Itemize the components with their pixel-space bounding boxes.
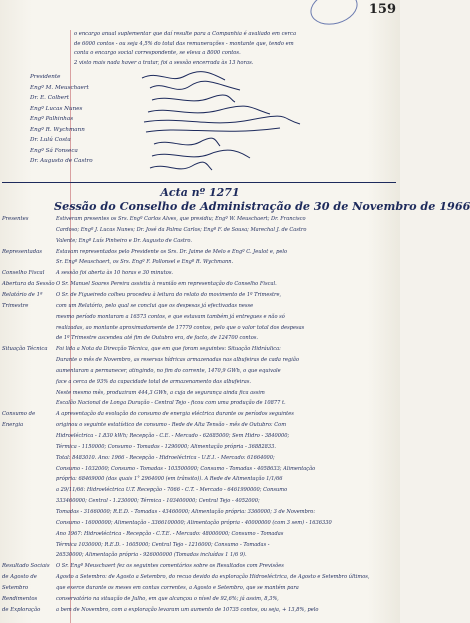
minutes-text: com um Relatório, pelo qual se conclui que os despesas já efectivadas nesse <box>56 302 254 309</box>
minutes-text: Cardoso; Engº J. Lucas Nunes; Dr. José da Palma Carlos; Engº F. de Sousa; Marechal J. de Castro <box>56 226 307 233</box>
minutes-line <box>0 520 400 531</box>
margin-label: Conselho Fiscal <box>2 270 45 277</box>
margin-label: Rendimentos <box>2 595 38 602</box>
minutes-line <box>0 335 400 346</box>
session-title: Sessão do Conselho de Administração de 30 de Novembro de 1966 <box>54 199 470 213</box>
minutes-line <box>0 509 400 520</box>
previous-minutes-closing <box>74 30 394 68</box>
minutes-text: Consumo - 1032000; Consumo - Tomadas - 103500000; Consumo - Tomadas - 4058633; Alimentação <box>56 465 316 472</box>
minutes-line <box>0 270 400 281</box>
margin-label: Representadas <box>2 248 42 255</box>
margin-label: Consumo de <box>2 411 36 418</box>
minutes-line <box>0 303 400 314</box>
stamp-mark <box>307 0 362 30</box>
minutes-line <box>0 542 400 553</box>
signer-name: Dr. Lulú Costa <box>30 137 71 143</box>
minutes-line <box>0 325 400 336</box>
minutes-line <box>0 390 400 401</box>
minutes-line <box>0 455 400 466</box>
minutes-text: 26530000; Alimentação própria - 926000000 (Tomadas incluídas 1 1/6 9). <box>56 552 247 559</box>
signature <box>150 81 240 90</box>
margin-label: Setembro <box>2 584 29 591</box>
minutes-line <box>0 314 400 325</box>
minutes-line <box>0 216 400 227</box>
minutes-text: 333460000; Central - 1.230000; Térmica - 103400000; Central Tejo - 4052000; <box>56 498 260 505</box>
signature <box>154 138 220 146</box>
divider-rule <box>2 182 396 183</box>
minutes-line <box>0 596 400 607</box>
minutes-text: Estiveram presentes os Srs. Engº Carlos Alves, que presidiu; Engº W. Meuschaert; Dr. Francisco <box>56 216 306 222</box>
minutes-text: realizadas, ao montante aproximadamente de 17779 contos, pelo que o valor total dos despesas <box>56 324 305 331</box>
signature <box>146 128 280 132</box>
margin-label: Resultado Sociais <box>2 563 50 570</box>
text-line: conta o encargo social correspondente, se eleva a 8000 contos. <box>74 50 241 56</box>
text-line: de 6000 contos - ou seja 4,5% do total das remunerações - montante que, tendo em <box>74 40 294 47</box>
margin-label: de Exploração <box>2 606 41 613</box>
minutes-text: de 1º Trimestre ascendeu até fim de Outubro era, de facto, de 124700 contos. <box>56 335 259 342</box>
text-line: o encargo anual suplementar que daí resulte para a Companhia é avaliado em cerca <box>74 31 297 37</box>
minutes-text: a bem de Novembro, com a exploração levaram um aumento de 10735 contos, ou seja, + 13,8%, pelo <box>56 606 319 613</box>
minutes-text: Valente; Engº Luís Pinheiro e Dr. Augusto de Castro. <box>56 237 192 244</box>
minutes-line <box>0 357 400 368</box>
minutes-line <box>0 574 400 585</box>
signer-name: Engº R. Wychmann <box>30 126 85 133</box>
minutes-text: Agosto a Setembro: de Agosto a Setembro, do recuo devido da exploração Hidroeléctrica, de Agosto e Setembro últimos, <box>56 574 370 581</box>
minutes-line <box>0 531 400 542</box>
minutes-line <box>0 411 400 422</box>
minutes-line <box>0 476 400 487</box>
signer-name: Engº Lucas Nunes <box>30 105 83 112</box>
minutes-text: Hidroeléctrica - 1.830 kWh; Recepção - C.E. - Mercado - 62685000; Sem Hidro - 3840000; <box>56 433 290 439</box>
minutes-text: mesmo período montaram a 16573 contos, e que estavam também já entregues e não só <box>56 313 285 320</box>
minutes-line <box>0 607 400 618</box>
minutes-line <box>0 563 400 574</box>
minutes-text: a 29/11/66: Hidroeléctrica U.T. Recepção - 7066 - C.T. - Mercado - 6461990000; Consumo <box>56 487 288 494</box>
minutes-line <box>0 238 400 249</box>
signature <box>152 95 235 102</box>
signer-name: Dr. E. Colbert <box>30 95 69 101</box>
minutes-line <box>0 292 400 303</box>
signature <box>142 72 225 80</box>
minutes-text: aumentaram a permanecer, atingindo, no fim do corrente, 1470,9 GWh, o que equivale <box>56 367 281 374</box>
minutes-line <box>0 552 400 563</box>
margin-label: Relatório de 1ª <box>2 291 43 298</box>
minutes-text: O Sr. Engº Meuschaert fez os seguintes comentários sobre os Resultados com Previsões <box>56 563 284 570</box>
minutes-text: própria: 68469000 (das quais 1° 2964000 (em trânsito)). A Rede de Alimentação 1/1/66 <box>56 476 283 483</box>
signers-list <box>30 72 130 167</box>
minutes-line <box>0 259 400 270</box>
minutes-text: Durante o mês de Novembro, as reservas hídricas armazenadas nas albufeiras de cada região <box>56 357 300 364</box>
minutes-line <box>0 433 400 444</box>
minutes-text: Térmica 1030000; R.E.D. - 1605000; Central Tejo - 1216000; Consumo - Tomadas - <box>56 541 270 548</box>
margin-label: de Agosto de <box>2 574 37 581</box>
minutes-line <box>0 249 400 260</box>
signature <box>150 162 212 170</box>
minutes-text: Tomadas - 31660000; R.E.D. - Tomadas - 43460000; Alimentação própria: 3360000; 3 de Novembro: <box>56 508 316 515</box>
signature <box>144 116 300 124</box>
minutes-text: face a cerca de 93% da capacidade total de armazenamento das albufeiras. <box>56 378 252 385</box>
minutes-line <box>0 400 400 411</box>
signature <box>152 150 250 158</box>
minutes-text: A apresentação da evolução do consumo de energia eléctrica durante os períodos seguintes <box>56 411 294 418</box>
minutes-line <box>0 585 400 596</box>
signer-name: Engº M. Meuschaert <box>30 84 89 91</box>
minutes-text: O Sr. Manuel Soares Pereira assistiu à reunião em representação do Conselho Fiscal. <box>56 281 277 288</box>
minutes-text: Foi lida a Nota da Direcção Técnica, que em que foram seguintes: Situação Hidráulica: <box>56 346 281 353</box>
minutes-line <box>0 498 400 509</box>
minutes-text: Consumo - 16000000; Alimentação - 3366100000; Alimentação própria - 40000000 (com 3 sem) - 1636330 <box>56 519 332 526</box>
signer-name: Dr. Augusto de Castro <box>30 158 93 164</box>
minutes-line <box>0 466 400 477</box>
minutes-line <box>0 487 400 498</box>
text-line: 2 visto mais nada haver a tratar, foi a sessão encerrada às 13 horas. <box>74 59 254 66</box>
minutes-text: originou o seguinte estatístico de consumo - Rede de Alta Tensão - mês de Outubro: Com <box>56 422 287 429</box>
signer-name: Engº Palhinhas <box>30 116 74 122</box>
minutes-line <box>0 368 400 379</box>
margin-label: Abertura da Sessão <box>2 281 55 288</box>
minutes-number: Acta nº 1271 <box>160 186 240 199</box>
minutes-line <box>0 346 400 357</box>
minutes-line <box>0 379 400 390</box>
minutes-text: Estavam representados pelo Presidente os Srs. Dr. Jaime de Melo e Engº C. Jeulot e, pelo <box>56 248 288 255</box>
minutes-text: que exerce durante os meses em contas correntes, a Agosto e Setembro, que se mantém para <box>56 584 299 591</box>
minutes-text: Ano 1967: Hidroeléctrica - Recepção - C.T.E. - Mercado: 48000000; Consumo - Tomadas <box>56 530 284 537</box>
signatures-block <box>130 70 330 180</box>
margin-label: Presentes <box>2 216 29 222</box>
minutes-text: conservatório na situação de Julho, em que alcançou o nível de 92,6%; já assim, 8,3%, <box>56 595 279 602</box>
minutes-text: Total: 8483010. Ano: 1966 - Recepção - Hidroeléctrica - U.E.I. - Mercado: 61664000; <box>56 454 275 461</box>
signer-name: Engº Sá Fonseca <box>30 147 78 154</box>
minutes-line <box>0 227 400 238</box>
signer-name: Presidente <box>30 74 61 80</box>
margin-label: Trimestre <box>2 302 29 309</box>
minutes-text: Neste mesmo mês, produziram 444,3 GWh, a cuja de segurança ainda fica assim <box>56 389 265 396</box>
minutes-text: A sessão foi aberta às 10 horas e 30 minutos. <box>56 270 174 277</box>
minutes-line <box>0 444 400 455</box>
minutes-line <box>0 281 400 292</box>
minutes-text: Sr. Engº Meuschaert, os Srs. Engº F. Pollonsel e Engº R. Wychmann. <box>56 259 234 266</box>
margin-label: Situação Técnica <box>2 346 48 353</box>
minutes-text: Térmica - 1150000; Consumo - Tomadas - 1290000; Alimentação própria - 36882833. <box>56 443 276 450</box>
minutes-line <box>0 422 400 433</box>
minutes-text: Escalão Nacional de Longa Duração - Central Tejo - ficou com uma produção de 10877 t. <box>56 400 286 407</box>
page-number: 159 <box>368 2 396 17</box>
minutes-text: O Sr. de Figueiredo colheu procedeu à leitura do relato do movimento de 1º Trimestre, <box>56 291 282 298</box>
margin-label: Energia <box>2 422 24 429</box>
signature <box>148 106 270 114</box>
